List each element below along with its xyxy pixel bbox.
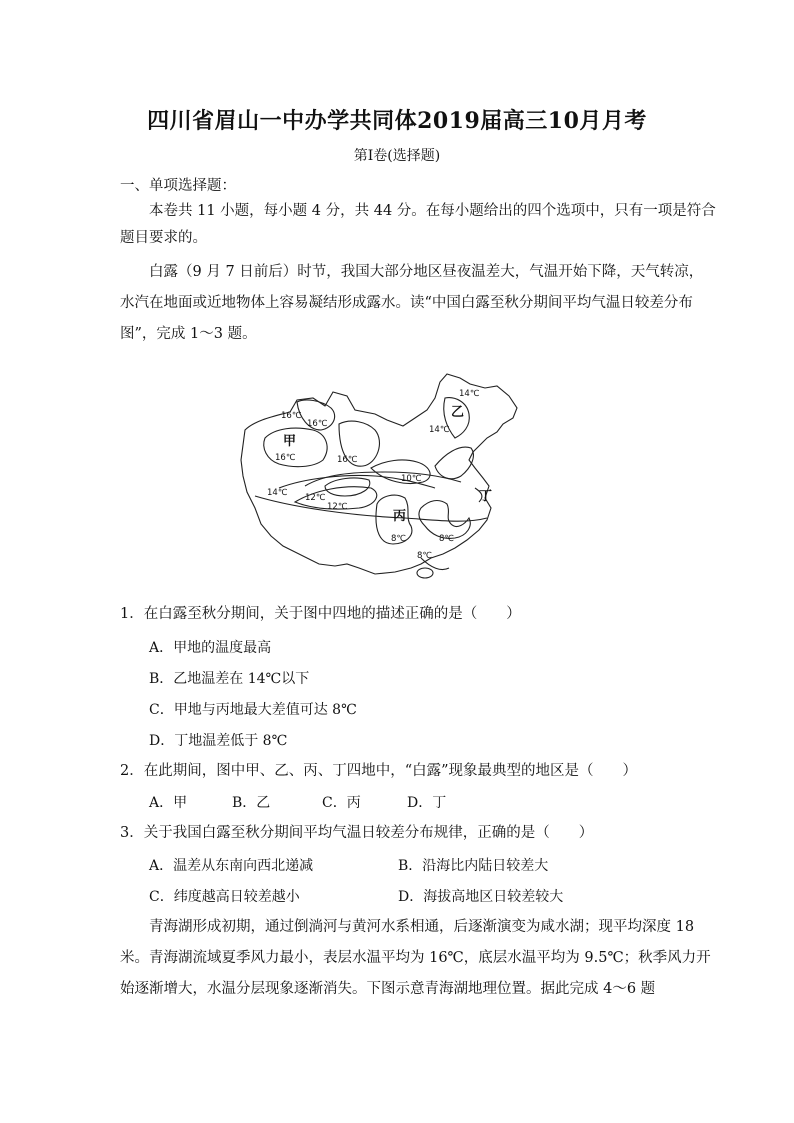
isotherm-label: 14℃ bbox=[459, 389, 480, 399]
passage2-line-3: 始逐渐增大，水温分层现象逐渐消失。下图示意青海湖地理位置。据此完成 4～6 题 bbox=[120, 981, 656, 997]
isotherm-label: 12℃ bbox=[305, 493, 326, 503]
passage2-line-2: 米。青海湖流域夏季风力最小，表层水温平均为 16℃，底层水温平均为 9.5℃；秋季风力开 bbox=[120, 950, 711, 966]
isotherm-label: 16℃ bbox=[337, 455, 358, 465]
isotherm-label: 16℃ bbox=[307, 419, 328, 429]
question-1-stem: 1．在白露至秋分期间，关于图中四地的描述正确的是（ ） bbox=[120, 606, 521, 622]
section-desc-line-2: 题目要求的。 bbox=[120, 230, 207, 246]
section-desc-line-1: 本卷共 11 小题，每小题 4 分，共 44 分。在每小题给出的四个选项中，只有一项是符合 bbox=[149, 203, 716, 219]
question-1-option-c[interactable]: C．甲地与丙地最大差值可达 8℃ bbox=[149, 702, 357, 718]
region-label-ding: 丁 bbox=[479, 489, 493, 504]
question-3-option-d[interactable]: D．海拔高地区日较差较大 bbox=[398, 889, 564, 905]
region-label-bing: 丙 bbox=[393, 509, 407, 524]
passage1-line-1: 白露（9 月 7 日前后）时节，我国大部分地区昼夜温差大，气温开始下降，天气转凉， bbox=[149, 264, 704, 280]
question-2-option-b[interactable]: B．乙 bbox=[232, 795, 271, 811]
question-3-stem: 3．关于我国白露至秋分期间平均气温日较差分布规律，正确的是（ ） bbox=[120, 825, 594, 841]
question-2-option-a[interactable]: A．甲 bbox=[149, 795, 188, 811]
isotherm-label: 8℃ bbox=[417, 551, 432, 561]
question-2-option-c[interactable]: C．丙 bbox=[322, 795, 361, 811]
question-3-option-a[interactable]: A．温差从东南向西北递减 bbox=[149, 858, 314, 874]
page-title: 四川省眉山一中办学共同体2019届高三10月月考 bbox=[147, 108, 647, 134]
isotherm-label: 16℃ bbox=[275, 453, 296, 463]
question-1-option-a[interactable]: A．甲地的温度最高 bbox=[149, 640, 272, 656]
region-label-jia: 甲 bbox=[283, 434, 297, 449]
question-1-option-b[interactable]: B．乙地温差在 14℃以下 bbox=[149, 671, 310, 687]
passage2-line-1: 青海湖形成初期，通过倒淌河与黄河水系相通，后逐渐演变为咸水湖；现平均深度 18 bbox=[149, 919, 695, 935]
isotherm-label: 12℃ bbox=[327, 502, 348, 512]
region-label-yi: 乙 bbox=[451, 405, 465, 420]
passage1-line-3: 图”，完成 1～3 题。 bbox=[120, 326, 257, 342]
isotherm-label: 8℃ bbox=[391, 534, 406, 544]
china-temperature-range-map bbox=[235, 368, 535, 584]
isotherm-label: 10℃ bbox=[401, 474, 422, 484]
passage1-line-2: 水汽在地面或近地物体上容易凝结形成露水。读“中国白露至秋分期间平均气温日较差分布 bbox=[120, 295, 693, 311]
question-1-option-d[interactable]: D．丁地温差低于 8℃ bbox=[149, 733, 288, 749]
question-3-option-b[interactable]: B．沿海比内陆日较差大 bbox=[398, 858, 549, 874]
isotherm-label: 14℃ bbox=[429, 425, 450, 435]
section-heading: 一、单项选择题： bbox=[120, 178, 236, 194]
isotherm-label: 16℃ bbox=[281, 411, 302, 421]
volume-label: 第Ⅰ卷(选择题) bbox=[353, 148, 441, 164]
question-2-option-d[interactable]: D．丁 bbox=[407, 795, 447, 811]
question-3-option-c[interactable]: C．纬度越高日较差越小 bbox=[149, 889, 300, 905]
isotherm-label: 8℃ bbox=[439, 534, 454, 544]
isotherm-label: 14℃ bbox=[267, 488, 288, 498]
question-2-stem: 2．在此期间，图中甲、乙、丙、丁四地中，“白露”现象最典型的地区是（ ） bbox=[120, 763, 638, 779]
